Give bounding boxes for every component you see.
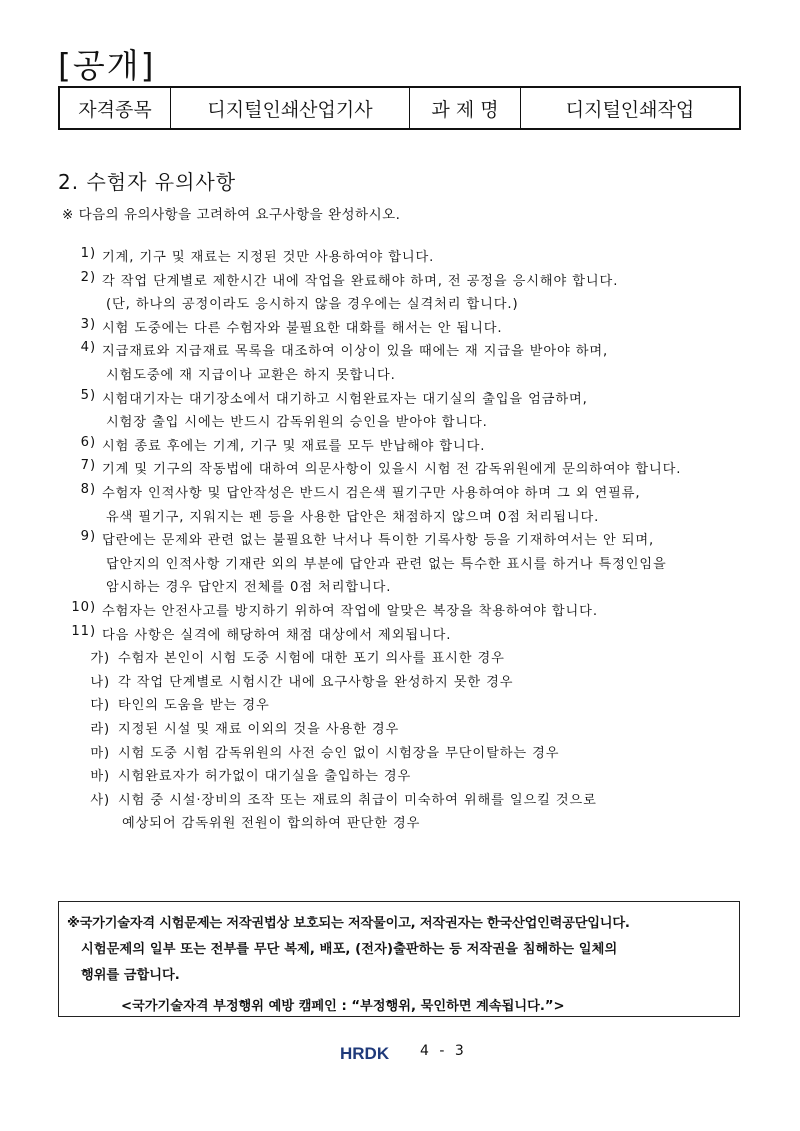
item-text: 수험자는 안전사고를 방지하기 위하여 작업에 알맞은 복장을 착용하여야 합니다. — [102, 604, 598, 619]
item-text: 시험 중 시설·장비의 조작 또는 재료의 취급이 미숙하여 위해를 일으킬 것으로 — [118, 792, 597, 808]
item-text: 타인의 도움을 받는 경우 — [118, 698, 270, 714]
item-text: 답란에는 문제와 관련 없는 불필요한 낙서나 특이한 기록사항 등을 기재하여서는 안 되며, — [102, 533, 655, 549]
item-text: 시험완료자가 허가없이 대기실을 출입하는 경우 — [118, 769, 412, 785]
item-text: 각 작업 단계별로 제한시간 내에 작업을 완료해야 하며, 전 공정을 응시해야 합니다. — [102, 273, 619, 289]
header-info-table — [58, 86, 741, 130]
item-text: 지급재료와 지급재료 목록을 대조하여 이상이 있을 때에는 재 지급을 받아야 하며, — [102, 344, 609, 360]
item-number: 3) — [80, 316, 96, 332]
page-number: 4 - 3 — [420, 1043, 467, 1059]
item-number: 6) — [80, 434, 96, 450]
item-text: 기계 및 기구의 작동법에 대하여 의문사항이 있을시 시험 전 감독위원에게 문의하여야 합니다. — [102, 462, 682, 478]
item-number: 11) — [71, 623, 96, 639]
value-qualification: 디지털인쇄산업기사 — [171, 87, 410, 129]
item-number: 바) — [90, 769, 110, 785]
item-text: 시험대기자는 대기장소에서 대기하고 시험완료자는 대기실의 출입을 엄금하며, — [102, 391, 588, 407]
item-text: 시험 종료 후에는 기계, 기구 및 재료를 모두 반납해야 합니다. — [102, 438, 486, 454]
item-number: 9) — [80, 529, 96, 545]
item-text: 시험도중에 재 지급이나 교환은 하지 못합니다. — [106, 368, 396, 383]
item-text: 수험자 본인이 시험 도중 시험에 대한 포기 의사를 표시한 경우 — [118, 651, 505, 667]
item-number: 사) — [90, 792, 110, 808]
item-number: 10) — [71, 600, 96, 615]
item-text: 다음 사항은 실격에 해당하여 채점 대상에서 제외됩니다. — [102, 627, 452, 643]
item-number: 나) — [90, 674, 110, 690]
item-text: 각 작업 단계별로 시험시간 내에 요구사항을 완성하지 못한 경우 — [118, 674, 514, 690]
copyright-notice-box — [58, 901, 740, 1017]
notice-line-3: 행위를 금합니다. — [81, 968, 180, 983]
item-text: 시험 도중 시험 감독위원의 사전 승인 없이 시험장을 무단이탈하는 경우 — [118, 745, 560, 761]
notice-line-2: 시험문제의 일부 또는 전부를 무단 복제, 배포, (전자)출판하는 등 저작권을 침해하는 일체의 — [81, 942, 618, 957]
item-text: 유색 필기구, 지워지는 펜 등을 사용한 답안은 채점하지 않으며 0점 처리됩니다. — [106, 509, 600, 525]
value-task-name: 디지털인쇄작업 — [521, 87, 741, 129]
item-number: 1) — [80, 246, 96, 261]
item-number: 4) — [80, 340, 96, 356]
label-qualification: 자격종목 — [59, 87, 171, 129]
item-text: 시험장 출입 시에는 반드시 감독위원의 승인을 받아야 합니다. — [106, 415, 488, 431]
item-number: 2) — [80, 269, 96, 285]
label-task-name: 과 제 명 — [410, 87, 521, 129]
item-number: 다) — [90, 698, 110, 714]
item-text: 지정된 시설 및 재료 이외의 것을 사용한 경우 — [118, 722, 400, 737]
hrdk-logo — [340, 1043, 408, 1063]
campaign-slogan: <국가기술자격 부정행위 예방 캠페인 : “부정행위, 묵인하면 계속됩니다.”> — [121, 999, 565, 1014]
item-text: (단, 하나의 공정이라도 응시하지 않을 경우에는 실격처리 합니다.) — [106, 297, 519, 313]
item-number: 5) — [80, 387, 96, 403]
item-number: 마) — [90, 745, 110, 761]
notice-line-1: ※국가기술자격 시험문제는 저작권법상 보호되는 저작물이고, 저작권자는 한국산업인력공단입니다. — [67, 916, 630, 931]
item-text: 수험자 인적사항 및 답안작성은 반드시 검은색 필기구만 사용하여야 하며 그 외 연필류, — [102, 486, 641, 501]
item-number: 라) — [90, 722, 110, 737]
hrdk-logo-text: HRDK — [340, 1044, 390, 1063]
item-text: 암시하는 경우 답안지 전체를 0점 처리합니다. — [106, 580, 392, 596]
document-tag: [공개] — [58, 46, 156, 85]
item-number: 가) — [90, 651, 110, 667]
item-number: 8) — [80, 482, 96, 497]
item-number: 7) — [80, 458, 96, 474]
item-text: 예상되어 감독위원 전원이 합의하여 판단한 경우 — [122, 816, 421, 832]
item-text: 기계, 기구 및 재료는 지정된 것만 사용하여야 합니다. — [102, 250, 435, 265]
item-text: 답안지의 인적사항 기재란 외의 부분에 답안과 관련 없는 특수한 표시를 하거나 특정인임을 — [106, 556, 667, 572]
section-title: 2. 수험자 유의사항 — [58, 170, 237, 194]
intro-note: ※ 다음의 유의사항을 고려하여 요구사항을 완성하시오. — [62, 207, 401, 223]
item-text: 시험 도중에는 다른 수험자와 불필요한 대화를 해서는 안 됩니다. — [102, 320, 503, 336]
